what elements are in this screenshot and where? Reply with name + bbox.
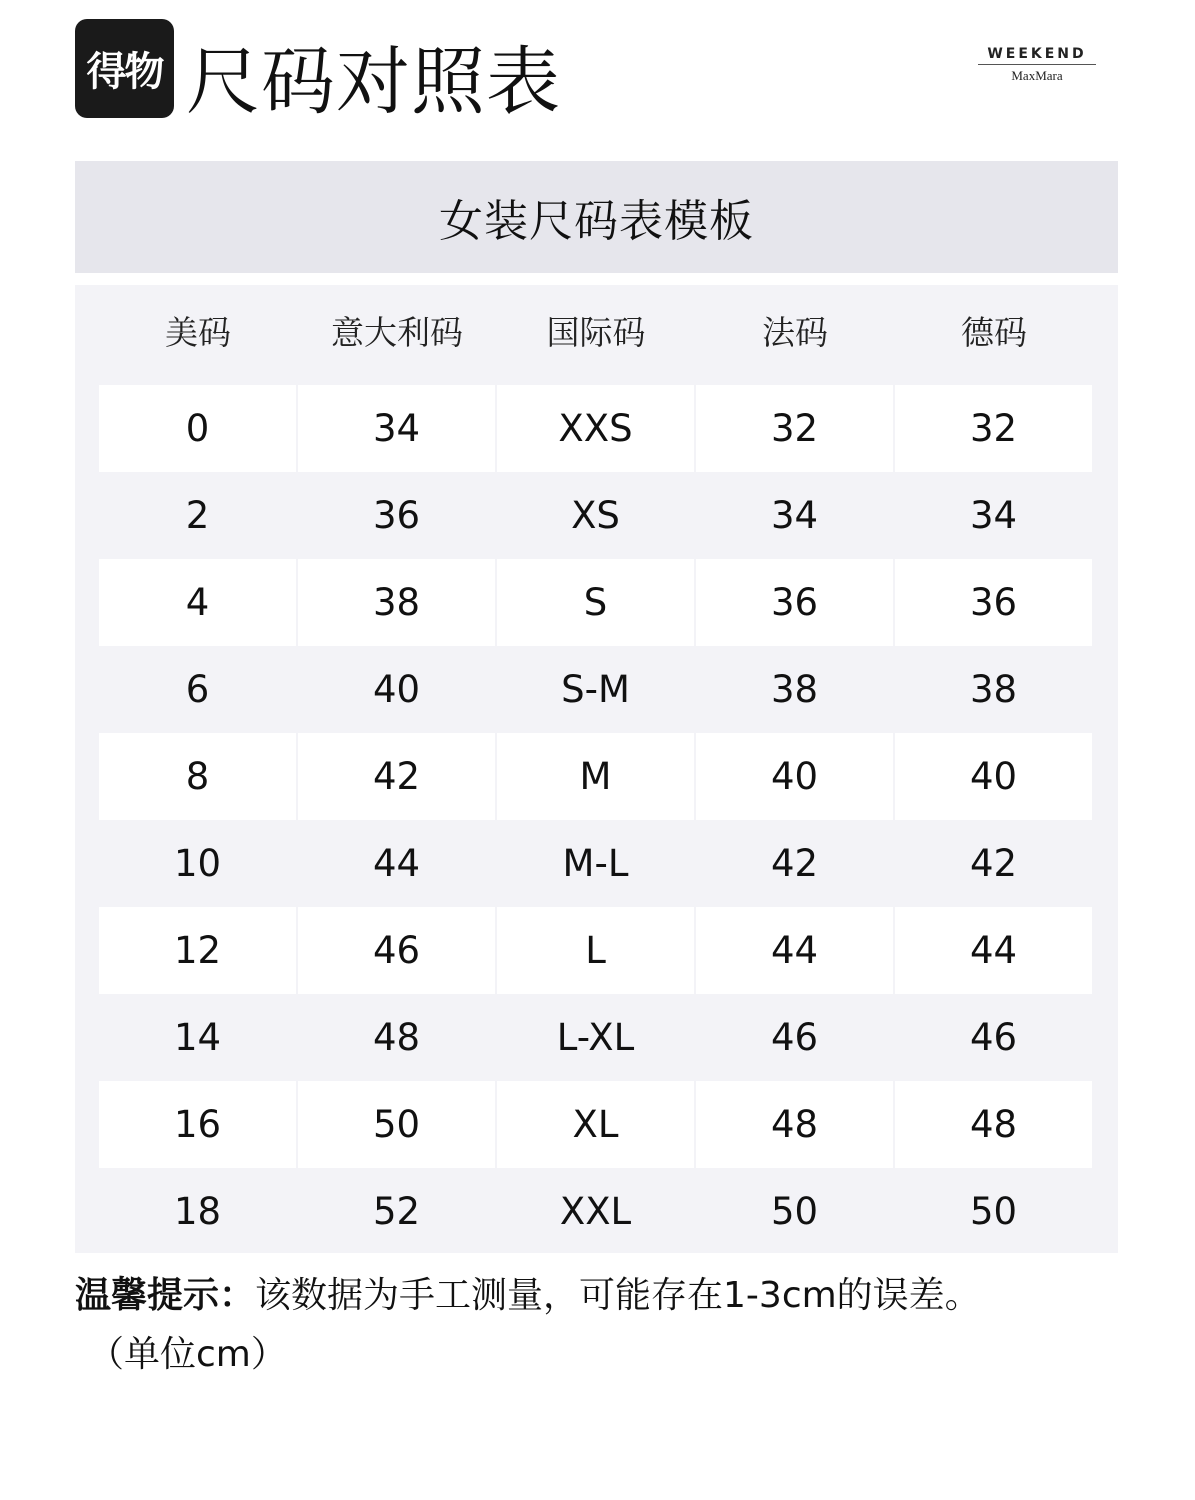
cell-france-size: 50 xyxy=(770,1190,819,1233)
cell-germany-size: 48 xyxy=(895,1081,1092,1168)
cell-italy-size: 44 xyxy=(372,842,421,885)
tip-note xyxy=(75,1266,1135,1326)
table-row xyxy=(99,472,1093,559)
column-header-germany: 德码 xyxy=(961,312,1027,352)
brand-line-weekend: WEEKEND xyxy=(978,46,1096,65)
cell-international-size: S xyxy=(497,559,694,646)
cell-international-size: XXL xyxy=(559,1190,632,1233)
cell-us-size: 16 xyxy=(99,1081,296,1168)
size-table xyxy=(75,285,1118,1253)
column-header-international: 国际码 xyxy=(546,312,646,352)
cell-germany-size: 36 xyxy=(895,559,1092,646)
table-row xyxy=(99,646,1093,733)
cell-italy-size: 48 xyxy=(372,1016,421,1059)
table-row xyxy=(99,820,1093,907)
cell-italy-size: 38 xyxy=(298,559,495,646)
cell-germany-size: 32 xyxy=(895,385,1092,472)
column-header-italy: 意大利码 xyxy=(331,312,463,352)
cell-international-size: XL xyxy=(497,1081,694,1168)
table-row xyxy=(99,1168,1093,1255)
table-title-banner xyxy=(75,161,1118,273)
cell-italy-size: 36 xyxy=(372,494,421,537)
cell-international-size: S-M xyxy=(561,668,630,711)
cell-germany-size: 44 xyxy=(895,907,1092,994)
tip-label: 温馨提示： xyxy=(75,1275,256,1316)
cell-italy-size: 46 xyxy=(298,907,495,994)
cell-france-size: 44 xyxy=(696,907,893,994)
cell-germany-size: 38 xyxy=(969,668,1018,711)
cell-france-size: 46 xyxy=(770,1016,819,1059)
table-row xyxy=(99,385,1093,472)
cell-us-size: 8 xyxy=(99,733,296,820)
cell-us-size: 6 xyxy=(185,668,210,711)
cell-us-size: 4 xyxy=(99,559,296,646)
cell-us-size: 2 xyxy=(185,494,210,537)
cell-us-size: 0 xyxy=(99,385,296,472)
table-header-row xyxy=(99,285,1093,375)
cell-italy-size: 34 xyxy=(298,385,495,472)
cell-us-size: 10 xyxy=(173,842,222,885)
cell-italy-size: 50 xyxy=(298,1081,495,1168)
table-row xyxy=(99,559,1093,646)
cell-germany-size: 40 xyxy=(895,733,1092,820)
brand-logo xyxy=(978,46,1096,84)
cell-italy-size: 42 xyxy=(298,733,495,820)
cell-france-size: 34 xyxy=(770,494,819,537)
cell-us-size: 14 xyxy=(173,1016,222,1059)
table-title: 女装尺码表模板 xyxy=(439,196,754,247)
page-title: 尺码对照表 xyxy=(186,39,561,125)
column-header-us: 美码 xyxy=(165,312,231,352)
cell-us-size: 18 xyxy=(173,1190,222,1233)
table-row xyxy=(99,733,1093,820)
cell-international-size: M-L xyxy=(562,842,629,885)
table-row xyxy=(99,994,1093,1081)
app-logo xyxy=(75,19,174,118)
logo-text: 得物 xyxy=(86,49,163,95)
header xyxy=(0,0,1195,150)
brand-line-maxmara: MaxMara xyxy=(1011,68,1063,83)
cell-germany-size: 46 xyxy=(969,1016,1018,1059)
cell-international-size: M xyxy=(497,733,694,820)
cell-france-size: 48 xyxy=(696,1081,893,1168)
cell-france-size: 42 xyxy=(770,842,819,885)
cell-us-size: 12 xyxy=(99,907,296,994)
cell-france-size: 40 xyxy=(696,733,893,820)
table-body xyxy=(99,385,1093,1255)
cell-france-size: 32 xyxy=(696,385,893,472)
cell-france-size: 36 xyxy=(696,559,893,646)
cell-france-size: 38 xyxy=(770,668,819,711)
cell-germany-size: 42 xyxy=(969,842,1018,885)
table-row xyxy=(99,907,1093,994)
cell-italy-size: 52 xyxy=(372,1190,421,1233)
cell-italy-size: 40 xyxy=(372,668,421,711)
unit-note: （单位cm） xyxy=(88,1334,287,1375)
cell-germany-size: 50 xyxy=(969,1190,1018,1233)
table-row xyxy=(99,1081,1093,1168)
cell-international-size: L-XL xyxy=(556,1016,635,1059)
tip-text: 该数据为手工测量，可能存在1-3cm的误差。 xyxy=(255,1275,981,1316)
cell-international-size: L xyxy=(497,907,694,994)
cell-international-size: XS xyxy=(571,494,620,537)
column-header-france: 法码 xyxy=(762,312,828,352)
cell-international-size: XXS xyxy=(497,385,694,472)
cell-germany-size: 34 xyxy=(969,494,1018,537)
